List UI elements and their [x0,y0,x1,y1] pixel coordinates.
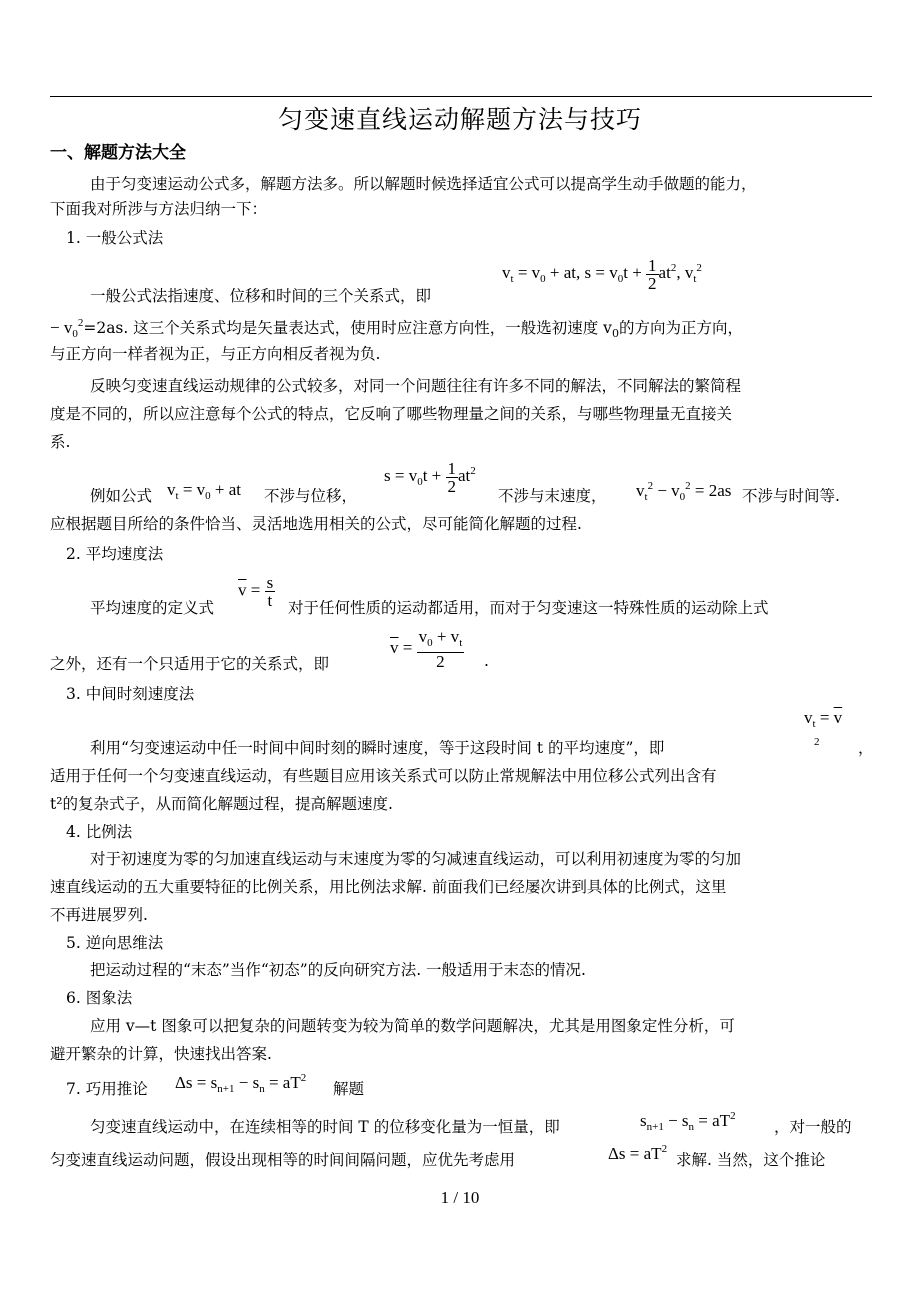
method-4-line-3: 不再进展罗列. [50,906,148,924]
method-2-line-1: 平均速度的定义式 [90,599,215,617]
method-7-line-1-tail: ，对一般的 [774,1118,852,1136]
method-2-line-1-tail: 对于任何性质的运动都适用，而对于匀变速这一特殊性质的运动除上式 [288,599,769,617]
method-1-line-2: − $v_0^2=2as$. 这三个关系式均是矢量表达式，使用时应注意方向性，一般选初速度 $v_0$的方向为正方向， [50,317,743,340]
method-3-line-3: t²的复杂式子，从而简化解题过程，提高解题速度. [50,795,393,813]
example-no-final-velocity: 不涉与末速度， [498,487,607,505]
method-7-heading: 7. 巧用推论 [66,1080,148,1098]
intro-line-2: 下面我对所涉与方法归纳一下： [50,200,268,218]
formula-displacement: $s = v_0t$ + $\frac{1}{2}$ $at^2$ [384,459,476,496]
method-5-line-1: 把运动过程的“末态”当作“初态”的反向研究方法. 一般适用于末态的情况. [90,961,586,979]
method-7-line-2-tail: 求解. 当然，这个推论 [676,1151,826,1169]
formula-velocity: $v_t = v_0$ + at [167,480,242,502]
method-4-line-2: 速直线运动的五大重要特征的比例关系，用比例法求解. 前面我们已经屡次讲到具体的比例式，这里 [50,878,727,896]
formula-midpoint-subscript: 2 [814,736,820,748]
method-1-line-1: 一般公式法指速度、位移和时间的三个关系式，即 [90,287,432,305]
method-1-para-2-line-1: 反映匀变速直线运动规律的公式较多，对同一个问题往往有许多不同的解法，不同解法的繁简程 [90,377,742,395]
method-2-period: . [484,652,489,670]
section-heading: 一、解题方法大全 [50,143,186,163]
method-2-heading: 2. 平均速度法 [66,545,164,563]
method-5-heading: 5. 逆向思维法 [66,934,164,952]
method-3-heading: 3. 中间时刻速度法 [66,685,195,703]
page-title: 匀变速直线运动解题方法与技巧 [277,105,642,134]
method-7-line-2: 匀变速直线运动问题，假设出现相等的时间间隔问题，应优先考虑用 [50,1151,516,1169]
formula-difference-short: $\Delta s = aT^2$ [608,1143,668,1163]
method-6-line-1: 应用 v—t 图象可以把复杂的问题转变为较为简单的数学问题解决，尤其是用图象定性分析，可 [90,1017,735,1035]
page-number: 1 / 10 [440,1188,480,1207]
formula-average-velocity-uniform: $\overline{v}$ = $\frac{v_0 + v_t}{2}$ [390,627,463,671]
formula-general: $v_t = v_0$ + at, $s = v_0t$ + $\frac{1}{2}$ $at^2$, $v_t^2$ [502,256,702,293]
method-4-heading: 4. 比例法 [66,823,133,841]
method-1-line-3: 与正方向一样者视为正，与正方向相反者视为负. [50,345,381,363]
method-1-para-2-line-2: 度是不同的，所以应注意每个公式的特点，它反响了哪些物理量之间的关系，与哪些物理量无直接关 [50,405,733,423]
method-6-line-2: 避开繁杂的计算，快速找出答案. [50,1045,272,1063]
method-3-comma: ， [858,739,874,757]
example-no-displacement: 不涉与位移， [264,487,358,505]
formula-difference-inline: $s_{n+1} - s_n = aT^2$ [640,1110,736,1133]
example-no-time: 不涉与时间等. [742,487,840,505]
method-1-para-3: 应根据题目所给的条件恰当、灵活地选用相关的公式，尽可能简化解题的过程. [50,515,582,533]
method-1-heading: 1. 一般公式法 [66,229,164,247]
method-3-line-2: 适用于任何一个匀变速直线运动，有些题目应用该关系式可以防止常规解法中用位移公式列出含有 [50,767,717,785]
formula-difference: $\Delta s = s_{n+1} - s_n = aT^2$ [175,1072,307,1095]
example-lead: 例如公式 [90,487,153,505]
intro-line-1: 由于匀变速运动公式多，解题方法多。所以解题时候选择适宜公式可以提高学生动手做题的能力， [90,175,757,193]
header-rule [50,96,872,97]
method-7-heading-tail: 解题 [333,1080,365,1098]
formula-velocity-displacement: $v_t^2 - v_0^2 = 2as$ [636,480,732,503]
method-1-para-2-line-3: 系. [50,433,71,451]
method-3-line-1: 利用“匀变速运动中任一时间中间时刻的瞬时速度，等于这段时间 t 的平均速度”，即 [90,739,665,757]
method-6-heading: 6. 图象法 [66,989,133,1007]
formula-midpoint-velocity: $v_t = \overline{v}$ [804,708,843,730]
method-7-line-1: 匀变速直线运动中，在连续相等的时间 T 的位移变化量为一恒量，即 [90,1118,560,1136]
method-2-line-2: 之外，还有一个只适用于它的关系式，即 [50,655,330,673]
method-4-line-1: 对于初速度为零的匀加速直线运动与末速度为零的匀减速直线运动，可以利用初速度为零的匀加 [90,850,742,868]
formula-average-velocity: $\overline{v}$ = $\frac{s}{t}$ [238,573,274,610]
